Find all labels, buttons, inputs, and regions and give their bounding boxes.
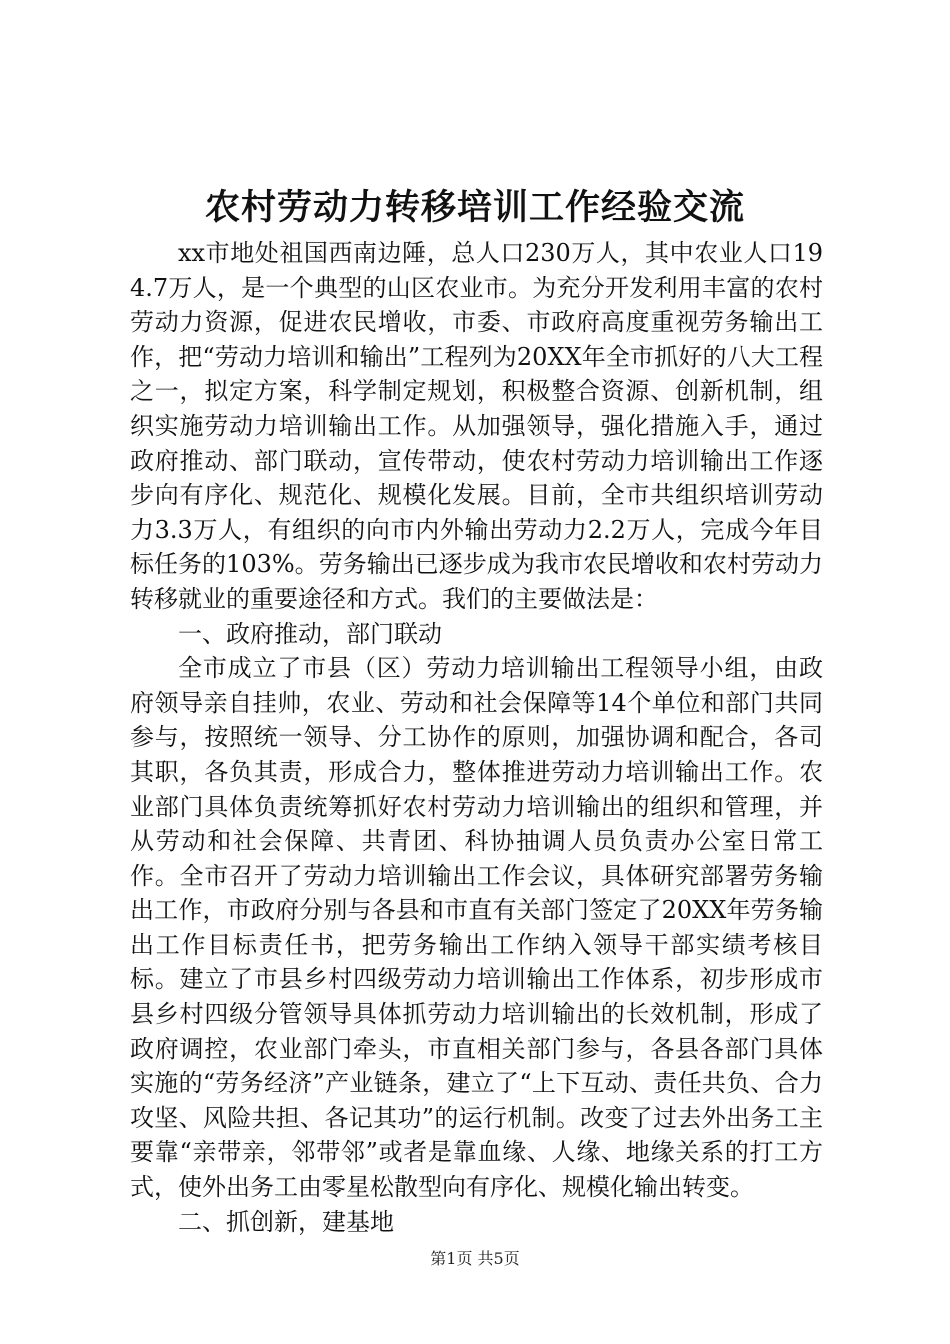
paragraph-section-1: 全市成立了市县（区）劳动力培训输出工程领导小组，由政府领导亲自挂帅，农业、劳动和社会保障等14个单位和部门共同参与，按照统一领导、分工协作的原则，加强协调和配合，各司其职，各负其责，形成合力，整体推进劳动力培训输出工作。农业部门具体负责统筹抓好农村劳动力培训输出的组织和管理，并从劳动和社会保障、共青团、科协抽调人员负责办公室日常工作。全市召开了劳动力培训输出工作会议，具体研究部署劳务输出工作，市政府分别与各县和市直有关部门签定了20XX年劳务输出工作目标责任书，把劳务输出工作纳入领导干部实绩考核目标。建立了市县乡村四级劳动力培训输出工作体系，初步形成市县乡村四级分管领导具体抓劳动力培训输出的长效机制，形成了政府调控，农业部门牵头，市直相关部门参与，各县各部门具体实施的“劳务经济”产业链条，建立了“上下互动、责任共负、合力攻坚、风险共担、各记其功”的运行机制。改变了过去外出务工主要靠“亲带亲，邻带邻”或者是靠血缘、人缘、地缘关系的打工方式，使外出务工由零星松散型向有序化、规模化输出转变。 xyxy=(130,654,823,1202)
section-heading-2: 二、抓创新，建基地 xyxy=(178,1207,394,1236)
document-title: 农村劳动力转移培训工作经验交流 xyxy=(204,187,745,228)
document-body xyxy=(130,236,823,1239)
paragraph-intro: xx市地处祖国西南边陲，总人口230万人，其中农业人口194.7万人，是一个典型的山区农业市。为充分开发利用丰富的农村劳动力资源，促进农民增收，市委、市政府高度重视劳务输出工作，把“劳动力培训和输出”工程列为20XX年全市抓好的八大工程之一，拟定方案，科学制定规划，积极整合资源、创新机制，组织实施劳动力培训输出工作。从加强领导，强化措施入手，通过政府推动、部门联动，宣传带动，使农村劳动力培训输出工作逐步向有序化、规范化、规模化发展。目前，全市共组织培训劳动力3.3万人，有组织的向市内外输出劳动力2.2万人，完成今年目标任务的103%。劳务输出已逐步成为我市农民增收和农村劳动力转移就业的重要途径和方式。我们的主要做法是： xyxy=(130,239,823,613)
page-footer: 第1页 共5页 xyxy=(430,1249,520,1268)
section-heading-1: 一、政府推动，部门联动 xyxy=(178,619,442,648)
